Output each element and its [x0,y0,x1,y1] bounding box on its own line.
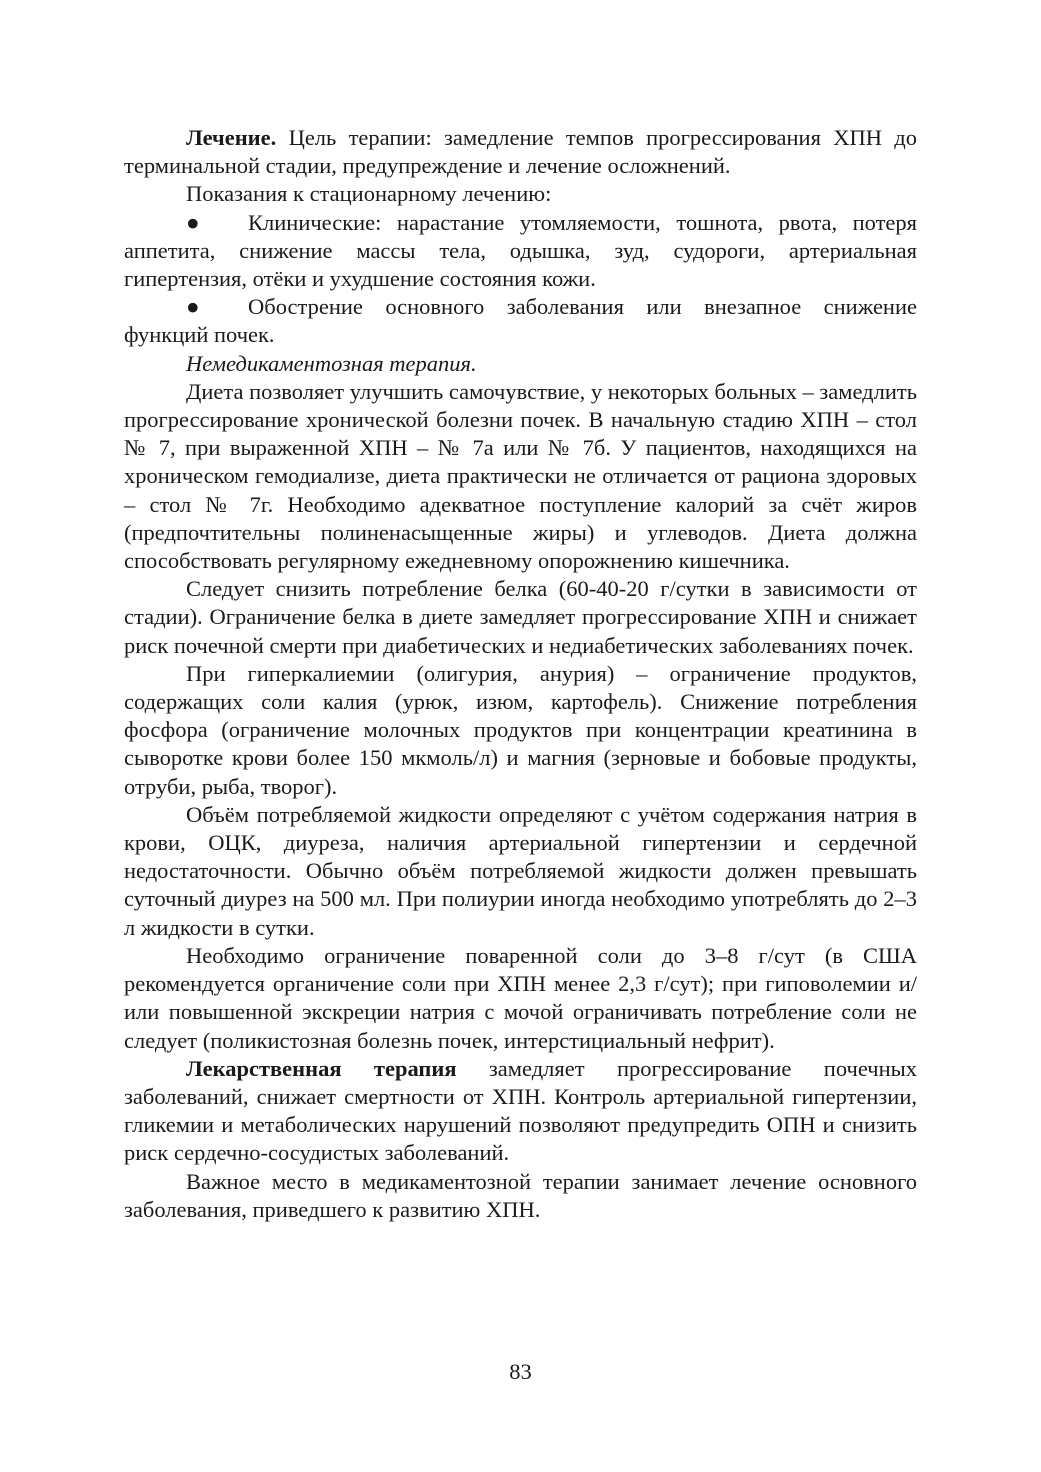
protein-paragraph: Следует снизить потребление белка (60-40-20 г/сутки в зависимости от стадии). Ограничение белка в диете замедляет прогрессирование ХПН и снижает риск почечной смерти при диабетических и недиабетических заболеваниях почек. [124,576,917,658]
page-number: 83 [509,1359,532,1384]
drug-therapy-text: замедляет прогрессирование почечных заболеваний, снижает смертности от ХПН. Контроль артериальной гипертензии, гликемии и метаболических нарушений позволяют предупредить ОПН и снизить риск сердечно-сосудистых заболеваний. [124,1055,917,1166]
underlying-disease-paragraph: Важное место в медикаментозной терапии занимает лечение основного заболевания, приведшего к развитию ХПН. [124,1168,917,1222]
bullet-icon: ● [186,294,200,320]
treatment-heading: Лечение. [186,125,277,150]
bullet-text: Клинические: нарастание утомляемости, тошнота, рвота, потеря аппетита, снижение массы тела, одышка, зуд, судороги, артериальная гипертензия, отёки и ухудшение состояния кожи. [124,209,917,292]
hyperkalemia-paragraph: При гиперкалиемии (олигурия, анурия) – ограничение продуктов, содержащих соли калия (урюк, изюм, картофель). Снижение потребления фосфора (ограничение молочных продуктов при концентрации креатинина в сыворотке крови более 150 мкмоль/л) и магния (зерновые и бобовые продукты, отруби, рыба, творог). [124,660,917,799]
bullet-item-exacerbation [124,293,917,349]
bullet-item-clinical [124,209,917,294]
document-page [124,124,917,1224]
drug-therapy-paragraph [124,1055,917,1168]
fluid-paragraph: Объём потребляемой жидкости определяют с учётом содержания натрия в крови, ОЦК, диуреза, наличия артериальной гипертензии и сердечной недостаточности. Обычно объём потребляемой жидкости должен превышать суточный диурез на 500 мл. При полиурии иногда необходимо употреблять до 2–3 л жидкости в сутки. [124,801,917,940]
indications-paragraph: Показания к стационарному лечению: [186,181,552,207]
salt-paragraph: Необходимо ограничение поваренной соли до 3–8 г/сут (в США рекомендуется органичение соли при ХПН менее 2,3 г/сут); при гиповолемии и/или повышенной экскреции натрия с мочой ограничивать потребление соли не следует (поликистозная болезнь почек, интерстициальный нефрит). [124,942,917,1053]
diet-paragraph: Диета позволяет улучшить самочувствие, у некоторых больных – замедлить прогрессирование хронической болезни почек. В начальную стадию ХПН – стол № 7, при выраженной ХПН – № 7а или № 7б. У пациентов, находящихся на хроническом гемодиализе, диета практически не отличается от рациона здоровых – стол № 7г. Необходимо адекватное поступление калорий за счёт жиров (предпочтительны полиненасыщенные жиры) и углеводов. Диета должна способствовать регулярному ежедневному опорожнению кишечника. [124,378,917,574]
bullet-icon: ● [186,209,200,235]
non-drug-therapy-subheading: Немедикаментозная терапия. [186,350,477,376]
bullet-text: Обострение основного заболевания или внезапное снижение функций почек. [124,294,917,348]
drug-therapy-heading: Лекарственная терапия [186,1055,457,1081]
treatment-paragraph [124,124,917,180]
treatment-goal-text: Цель терапии: замедление темпов прогрессирования ХПН до терминальной стадии, предупреждение и лечение осложнений. [124,125,917,179]
